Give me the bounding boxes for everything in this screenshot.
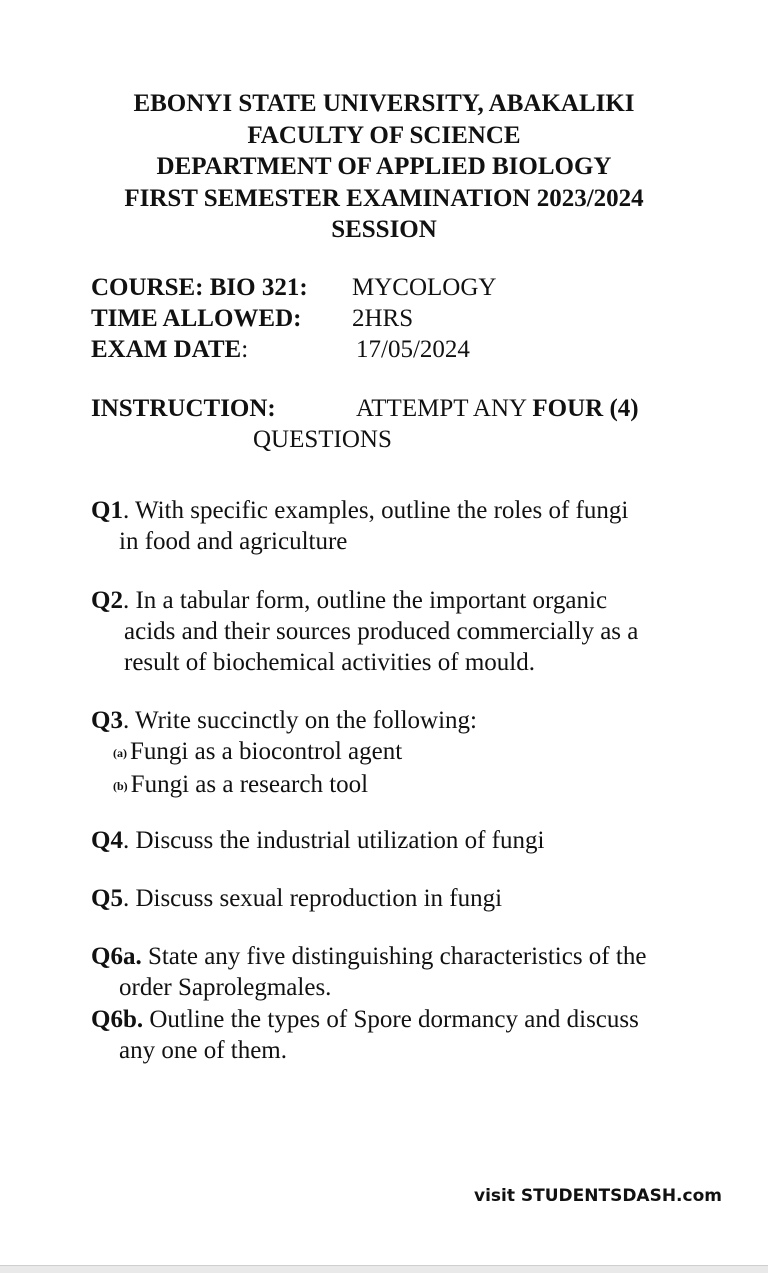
question-text-cont: result of biochemical activities of mould. xyxy=(124,649,535,676)
faculty-name: FACULTY OF SCIENCE xyxy=(247,121,521,149)
time-value: 2HRS xyxy=(352,305,414,332)
question-text-cont: acids and their sources produced commercially as a xyxy=(124,618,639,645)
question-6b xyxy=(91,1004,691,1066)
university-name: EBONYI STATE UNIVERSITY, ABAKALIKI xyxy=(133,90,635,117)
question-3 xyxy=(91,705,691,802)
instruction-label: INSTRUCTION: xyxy=(91,395,276,422)
instruction-count: FOUR (4) xyxy=(532,395,639,422)
question-text-cont: any one of them. xyxy=(119,1037,288,1064)
question-text: . In a tabular form, outline the important organic xyxy=(122,587,608,614)
question-6a xyxy=(91,941,691,1003)
sub-label-a: (a) xyxy=(113,746,127,760)
question-number: Q3 xyxy=(91,707,123,734)
exam-header xyxy=(0,88,768,246)
question-number: Q6a. xyxy=(91,943,142,970)
time-row xyxy=(91,303,414,334)
instruction-text-cont: QUESTIONS xyxy=(253,426,392,453)
course-row xyxy=(91,272,497,303)
question-1 xyxy=(91,495,691,557)
question-text: Outline the types of Spore dormancy and discuss xyxy=(143,1006,639,1033)
exam-session: SESSION xyxy=(331,216,437,243)
exam-details xyxy=(91,272,497,365)
question-text: . Discuss the industrial utilization of fungi xyxy=(122,827,545,854)
question-text: State any five distinguishing characteristics of the xyxy=(141,943,647,970)
sub-text-a: Fungi as a biocontrol agent xyxy=(130,738,403,765)
sub-question-b xyxy=(91,769,691,802)
question-text: . Discuss sexual reproduction in fungi xyxy=(122,885,503,912)
question-text-cont: order Saprolegmales. xyxy=(119,974,332,1001)
question-text-cont: in food and agriculture xyxy=(119,528,348,555)
question-4 xyxy=(91,825,691,856)
department-name: DEPARTMENT OF APPLIED BIOLOGY xyxy=(156,153,612,180)
time-label: TIME ALLOWED: xyxy=(91,305,302,332)
instruction-text: ATTEMPT ANY xyxy=(356,395,533,422)
sub-text-b: Fungi as a research tool xyxy=(130,771,369,798)
question-2 xyxy=(91,585,691,678)
question-number: Q6b. xyxy=(91,1006,144,1033)
date-row xyxy=(91,334,470,365)
instruction-block xyxy=(91,393,691,455)
question-number: Q2 xyxy=(91,587,123,614)
question-number: Q4 xyxy=(91,827,123,854)
course-value: MYCOLOGY xyxy=(352,274,497,301)
question-number: Q1 xyxy=(91,497,123,524)
watermark-text: visit STUDENTSDASH.com xyxy=(473,1186,722,1206)
sub-question-a xyxy=(91,736,691,769)
question-text: . With specific examples, outline the roles of fungi xyxy=(122,497,629,524)
course-label: COURSE: BIO 321: xyxy=(91,274,308,301)
question-number: Q5 xyxy=(91,885,123,912)
date-colon: : xyxy=(241,336,249,363)
date-value: 17/05/2024 xyxy=(356,336,470,363)
question-5 xyxy=(91,883,691,914)
date-label: EXAM DATE xyxy=(91,336,242,363)
sub-label-b: (b) xyxy=(113,779,128,793)
question-text: . Write succinctly on the following: xyxy=(122,707,477,734)
exam-title: FIRST SEMESTER EXAMINATION 2023/2024 xyxy=(124,184,644,212)
